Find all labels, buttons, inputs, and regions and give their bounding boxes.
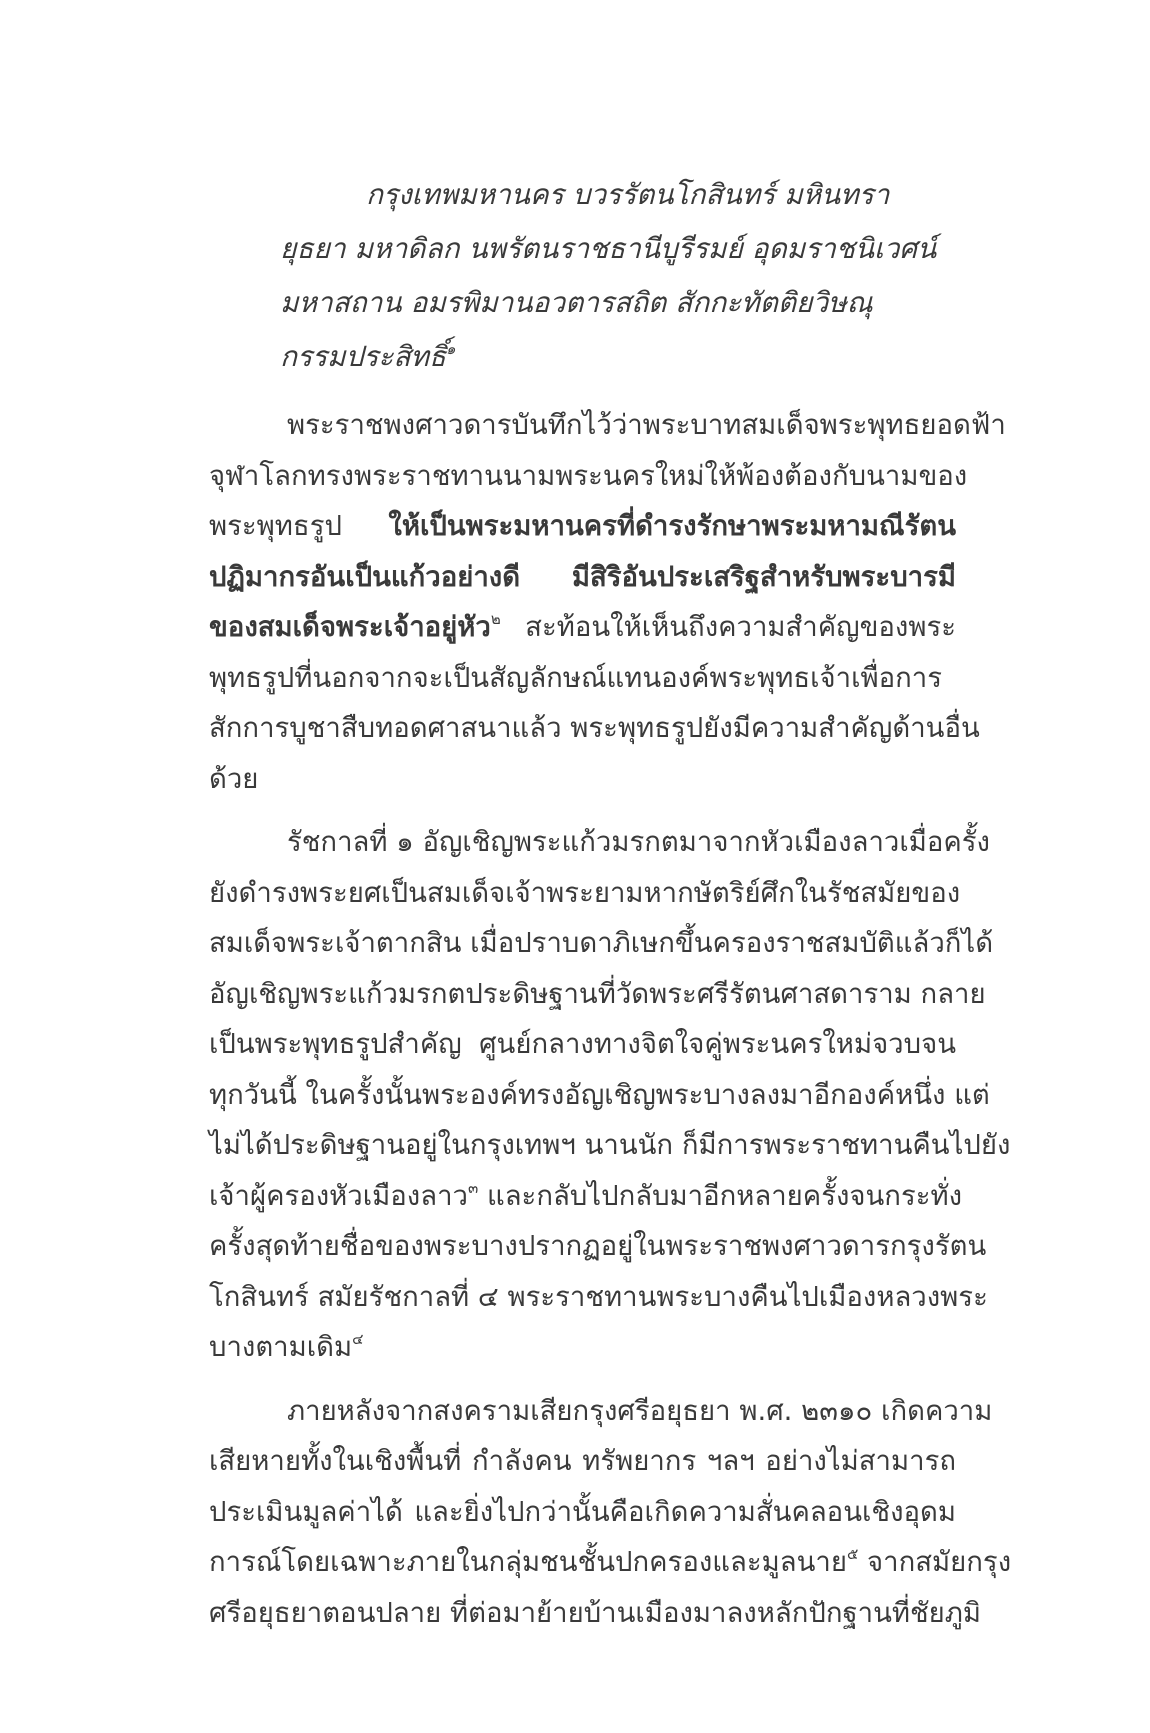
text-line (209, 602, 956, 653)
text-line: ไม่ได้ประดิษฐานอยู่ในกรุงเทพฯ นานนัก ก็มีการพระราชทานคืนไปยัง (209, 1129, 1011, 1161)
text-line: ประเมินมูลค่าได้ และยิ่งไปกว่านั้นคือเกิดความสั่นคลอนเชิงอุดม (209, 1495, 956, 1528)
text-line: อัญเชิญพระแก้วมรกตประดิษฐานที่วัดพระศรีรัตนศาสดาราม กลาย (209, 977, 986, 1010)
quote-line: ยุธยา มหาดิลก นพรัตนราชธานีบูรีรมย์ อุดมราชนิเวศน์ (280, 232, 937, 265)
footnote-marker: ๓ (467, 1178, 479, 1197)
text-segment: เจ้าผู้ครองหัวเมืองลาว (209, 1179, 468, 1212)
text-line: ทุกวันนี้ ในครั้งนั้นพระองค์ทรงอัญเชิญพระบางลงมาอีกองค์หนึ่ง แต่ (209, 1078, 990, 1111)
quote-line-text: กรรมประสิทธิ์ (280, 340, 446, 373)
footnote-marker: ๒ (490, 610, 501, 628)
text-line: ด้วย (209, 762, 259, 795)
text-line: ครั้งสุดท้ายชื่อของพระบางปรากฏอยู่ในพระราชพงศาวดารกรุงรัตน (209, 1230, 987, 1262)
bold-quotation: ปฏิมากรอันเป็นแก้วอย่างดี มีสิริอันประเสริฐสำหรับพระบารมี (209, 560, 956, 593)
text-line: ภายหลังจากสงครามเสียกรุงศรีอยุธยา พ.ศ. ๒๓๑๐ เกิดความ (287, 1394, 993, 1427)
text-segment: สะท้อนให้เห็นถึงความสำคัญของพระ (500, 611, 956, 643)
text-line: ยังดำรงพระยศเป็นสมเด็จเจ้าพระยามหากษัตริย์ศึกในรัชสมัยของ (209, 876, 961, 909)
footnote-marker: ๕ (846, 1545, 859, 1563)
quote-line (280, 330, 920, 384)
text-segment: จากสมัยกรุง (858, 1546, 1012, 1578)
text-segment: พระพุทธรูป (209, 510, 389, 542)
text-segment: และกลับไปกลับมาอีกหลายครั้งจนกระทั่ง (478, 1179, 963, 1212)
text-line: รัชกาลที่ ๑ อัญเชิญพระแก้วมรกตมาจากหัวเมืองลาวเมื่อครั้ง (287, 826, 990, 858)
text-line: พุทธรูปที่นอกจากจะเป็นสัญลักษณ์แทนองค์พระพุทธเจ้าเพื่อการ (209, 661, 943, 694)
text-line: พระราชพงศาวดารบันทึกไว้ว่าพระบาทสมเด็จพระพุทธยอดฟ้า (287, 409, 1006, 441)
quote-line: กรุงเทพมหานคร บวรรัตนโกสินทร์ มหินทรา (366, 178, 890, 211)
city-name-quote (280, 168, 937, 384)
text-segment: การณ์โดยเฉพาะภายในกลุ่มชนชั้นปกครองและมูลนาย (209, 1546, 847, 1578)
text-line (209, 1171, 963, 1222)
bold-quotation: ให้เป็นพระมหานครที่ดำรงรักษาพระมหามณีรัตน (388, 510, 956, 542)
text-line (209, 501, 956, 552)
footnote-marker: ๑ (445, 340, 456, 358)
paragraph-1 (209, 400, 1006, 804)
paragraph-3 (209, 1386, 1012, 1639)
text-line: เสียหายทั้งในเชิงพื้นที่ กำลังคน ทรัพยากร ฯลฯ อย่างไม่สามารถ (209, 1445, 956, 1477)
paragraph-2 (209, 817, 1011, 1373)
text-line: จุฬาโลกทรงพระราชทานนามพระนครใหม่ให้พ้องต้องกับนามของ (209, 459, 968, 492)
text-line: ศรีอยุธยาตอนปลาย ที่ต่อมาย้ายบ้านเมืองมาลงหลักปักฐานที่ชัยภูมิ (209, 1596, 982, 1629)
text-segment: บางตามเดิม (209, 1331, 353, 1363)
bold-quotation: ของสมเด็จพระเจ้าอยู่หัว (209, 611, 491, 643)
text-line: สมเด็จพระเจ้าตากสิน เมื่อปราบดาภิเษกขึ้นครองราชสมบัติแล้วก็ได้ (209, 927, 994, 959)
text-line: สักการบูชาสืบทอดศาสนาแล้ว พระพุทธรูปยังมีความสำคัญด้านอื่น (209, 712, 980, 744)
text-line (209, 1322, 956, 1373)
body-text (209, 400, 1012, 1651)
quote-line: มหาสถาน อมรพิมานอวตารสถิต สักกะทัตติยวิษณุ (280, 286, 873, 319)
footnote-marker: ๔ (352, 1330, 364, 1348)
text-line: โกสินทร์ สมัยรัชกาลที่ ๔ พระราชทานพระบางคืนไปเมืองหลวงพระ (209, 1280, 988, 1313)
text-line: เป็นพระพุทธรูปสำคัญ ศูนย์กลางทางจิตใจคู่พระนครใหม่จวบจน (209, 1028, 956, 1060)
text-line (209, 1537, 1012, 1588)
